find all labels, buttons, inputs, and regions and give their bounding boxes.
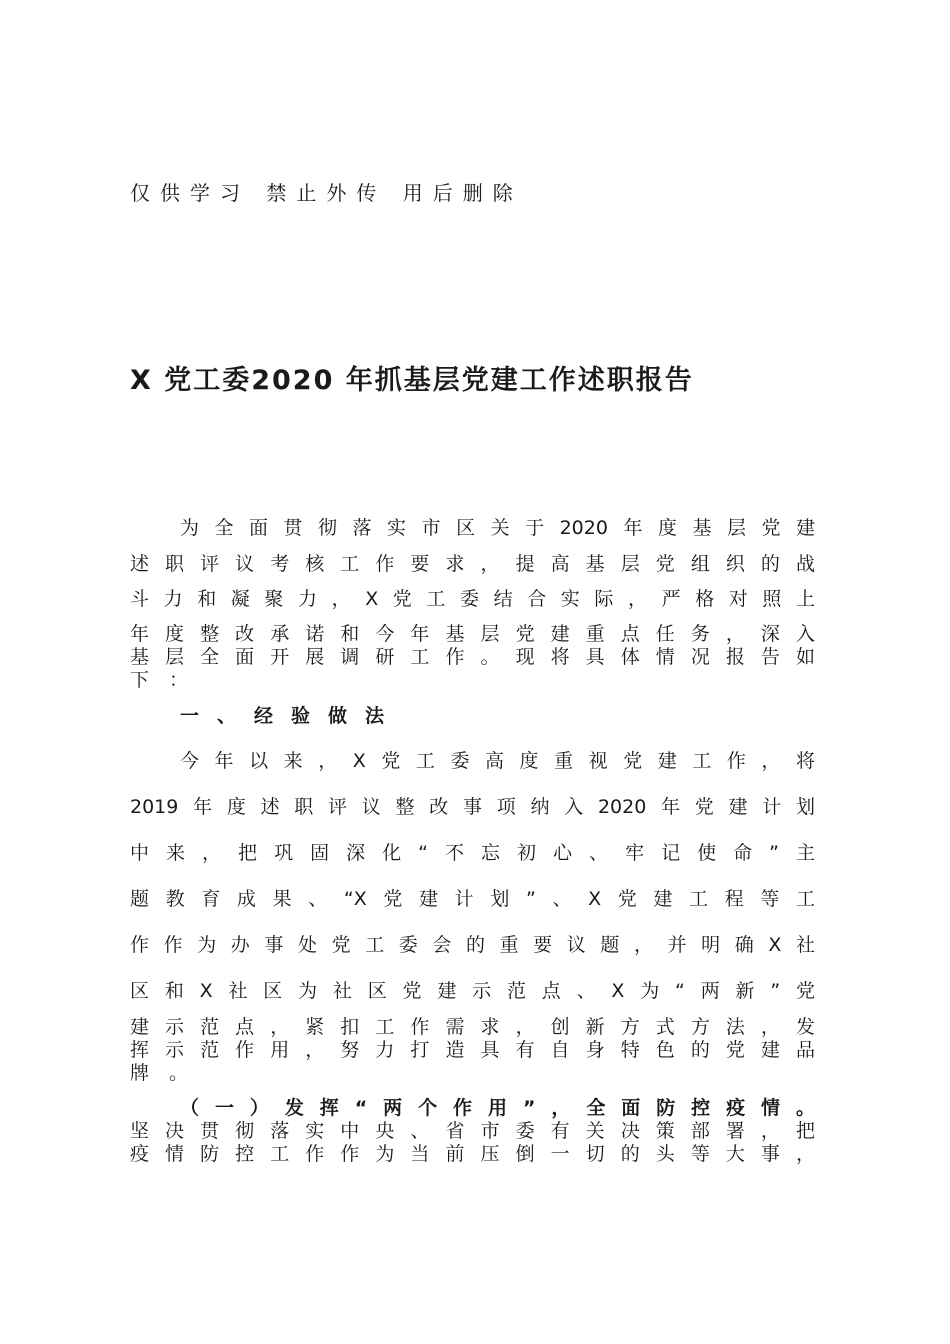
intro-line-3: 斗力和凝聚力，X党工委结合实际，严格对照上 (130, 588, 815, 610)
subsection-heading: （一）发挥“两个作用”，全面防控疫情。 (180, 1097, 815, 1119)
body-line-3: 中来，把巩固深化“不忘初心、牢记使命”主 (130, 842, 815, 864)
body-line-7: 建示范点，紧扣工作需求，创新方式方法，发 (130, 1016, 815, 1038)
section-heading: 一、经验做法 (180, 705, 403, 727)
body-line-1: 今年以来，X党工委高度重视党建工作，将 (180, 750, 815, 772)
intro-line-5: 基层全面开展调研工作。现将具体情况报告如 (130, 646, 815, 668)
intro-line-1: 为全面贯彻落实市区关于2020年度基层党建 (180, 517, 815, 539)
body-line-6: 区和X社区为社区党建示范点、X为“两新”党 (130, 980, 815, 1002)
report-title: X 党工委2020 年抓基层党建工作述职报告 (130, 365, 694, 396)
body-line-2: 2019年度述职评议整改事项纳入2020年党建计划 (130, 796, 815, 818)
body-line-4: 题教育成果、“X党建计划”、X党建工程等工 (130, 888, 815, 910)
intro-line-6: 下： (130, 669, 209, 691)
tail-line-1: 坚决贯彻落实中央、省市委有关决策部署，把 (130, 1120, 815, 1142)
body-line-5: 作作为办事处党工委会的重要议题，并明确X社 (130, 934, 815, 956)
body-line-9: 牌。 (130, 1062, 209, 1084)
body-line-8: 挥示范作用，努力打造具有自身特色的党建品 (130, 1039, 815, 1061)
intro-line-4: 年度整改承诺和今年基层党建重点任务，深入 (130, 623, 815, 645)
notice-line: 仅供学习 禁止外传 用后删除 (130, 181, 523, 205)
tail-line-2: 疫情防控工作作为当前压倒一切的头等大事， (130, 1143, 815, 1165)
intro-line-2: 述职评议考核工作要求，提高基层党组织的战 (130, 553, 815, 575)
